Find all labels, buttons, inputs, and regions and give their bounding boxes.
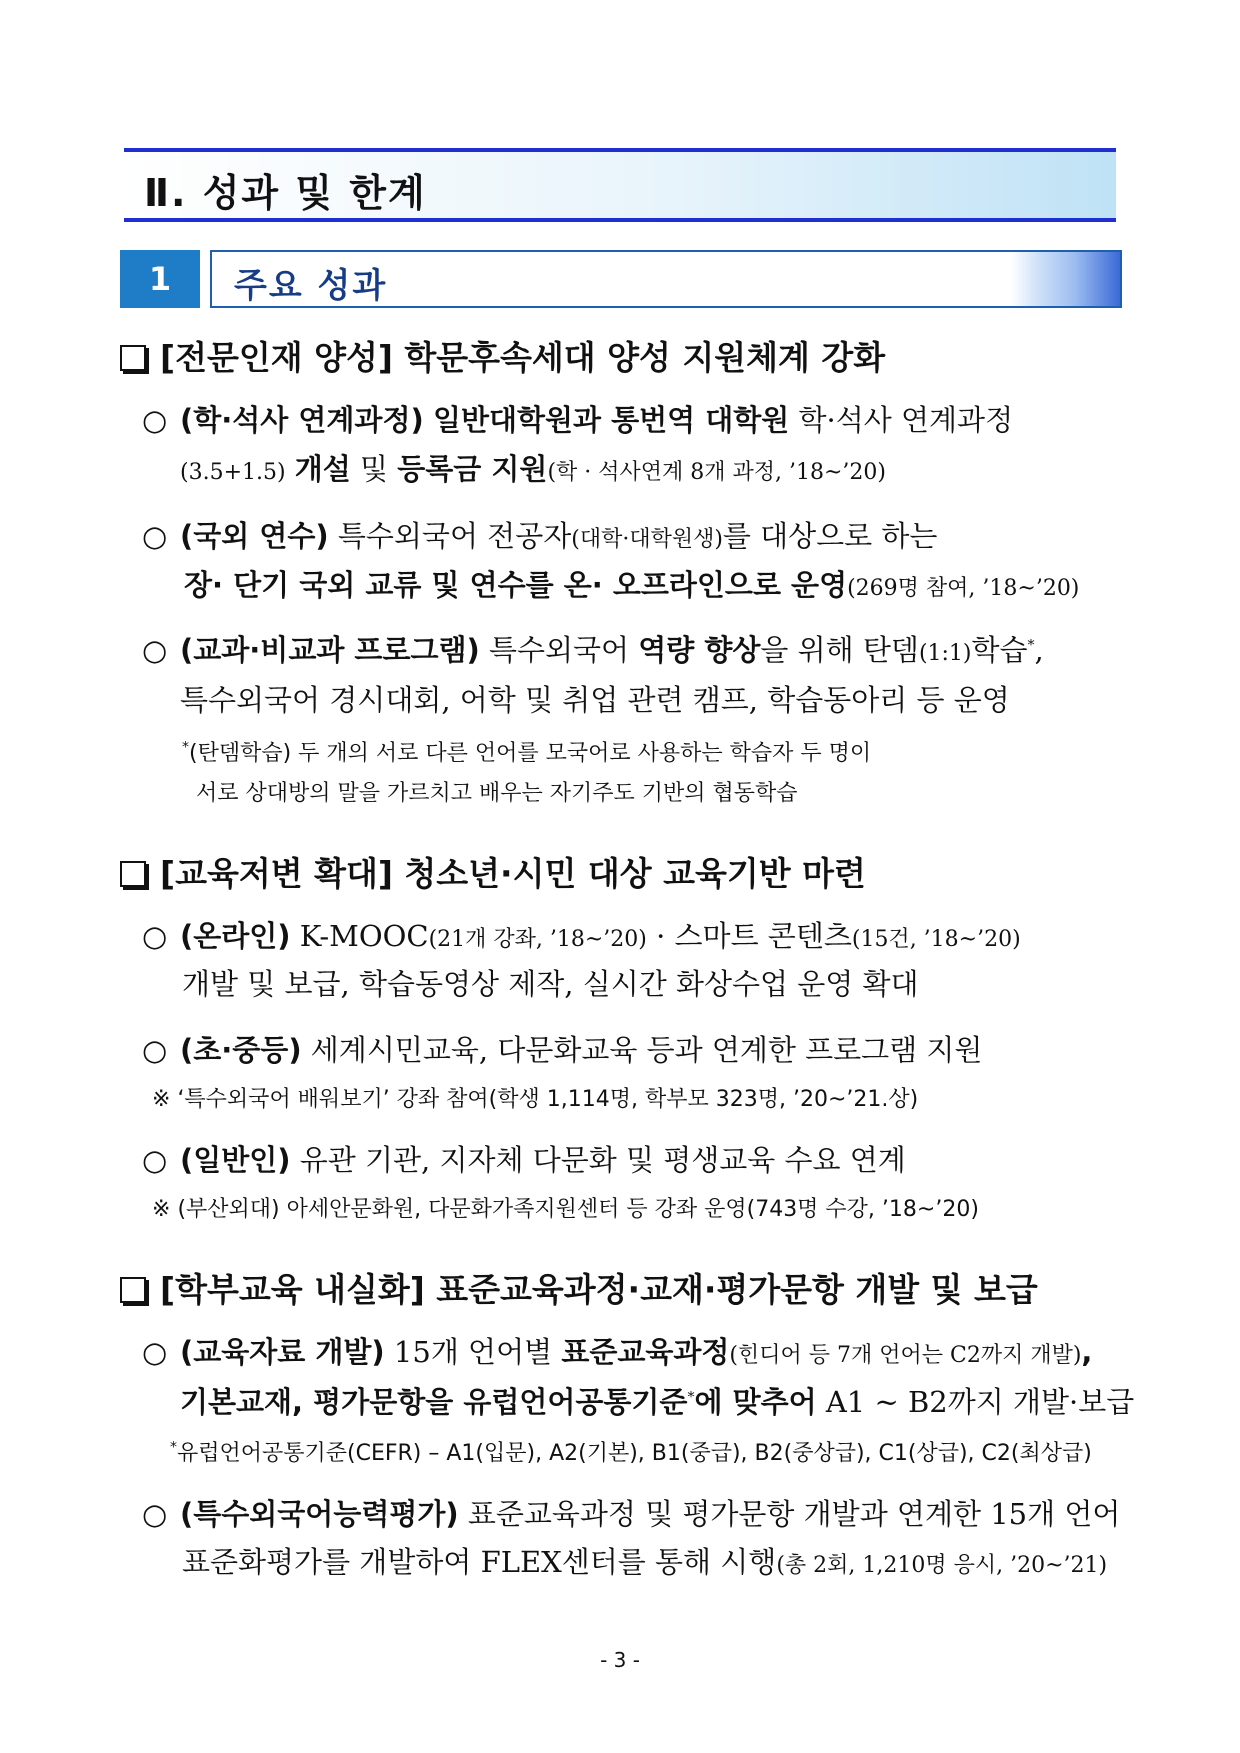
- item-small: (총 2회, 1,210명 응시, ’20~’21): [776, 1553, 1108, 1578]
- checkbox-square-icon: [120, 1277, 146, 1303]
- item-materials-line2: [180, 1385, 1135, 1419]
- item-overseas-line2: [184, 568, 1080, 602]
- bullet-circle-icon: ○: [142, 919, 168, 953]
- item-bold: 장· 단기 국외 교류 및 연수를 온· 오프라인으로 운영: [184, 568, 848, 602]
- item-text: 유관 기관, 지자체 다문화 및 평생교육 수요 연계: [299, 1143, 906, 1177]
- note-text: (탄뎀학습) 두 개의 서로 다른 언어를 모국어로 사용하는 학습자 두 명이: [189, 741, 872, 766]
- item-bold: 역량 향상: [638, 633, 761, 667]
- item-text: 학·석사 연계과정: [798, 403, 1014, 437]
- checkbox-square-icon: [120, 861, 146, 887]
- item-text: A1 ~ B2까지 개발·보급: [825, 1385, 1135, 1419]
- item-ba-ma-line1: [142, 403, 1014, 437]
- item-overseas-line1: [142, 519, 938, 553]
- item-text: 학습: [971, 633, 1028, 667]
- item-label: (국외 연수): [180, 519, 329, 553]
- item-label: (교육자료 개발): [180, 1335, 385, 1369]
- heading-text: [학부교육 내실화] 표준교육과정·교재·평가문항 개발 및 보급: [160, 1270, 1038, 1309]
- footnote-marker: *: [687, 1389, 695, 1406]
- subsection-title-box: [210, 250, 1122, 308]
- page-number: - 3 -: [600, 1648, 640, 1672]
- item-bold: 에 맞추어: [694, 1385, 817, 1419]
- bullet-circle-icon: ○: [142, 1335, 168, 1369]
- item-bold: 등록금 지원: [397, 452, 548, 486]
- item-label: (온라인): [180, 919, 291, 953]
- item-online-line1: [142, 919, 1021, 953]
- footnote-marker: *: [1027, 637, 1035, 654]
- item-text: 을 위해 탄뎀: [760, 633, 919, 667]
- heading-text: [교육저변 확대] 청소년·시민 대상 교육기반 마련: [160, 854, 866, 893]
- item-text: K-MOOC: [299, 919, 429, 953]
- item-materials-line1: [142, 1335, 1093, 1369]
- section-number: Ⅱ.: [144, 171, 188, 215]
- item-school-note: [152, 1082, 918, 1113]
- item-small: (21개 강좌, ’18~’20): [428, 927, 647, 952]
- heading-outreach: [120, 848, 866, 895]
- note-text: ‘특수외국어 배워보기’ 강좌 참여(학생 1,114명, 학부모 323명, ’20~’21.상): [177, 1087, 919, 1112]
- item-small: (1:1): [918, 641, 972, 666]
- item-label: (일반인): [180, 1143, 291, 1177]
- section-header: [124, 148, 1116, 222]
- bullet-circle-icon: ○: [142, 519, 168, 553]
- item-programs-note2: 서로 상대방의 말을 가르치고 배우는 자기주도 기반의 협동학습: [196, 781, 798, 806]
- note-text: 유럽언어공통기준(CEFR) – A1(입문), A2(기본), B1(중급), B2(중상급), C1(상급), C2(최상급): [177, 1441, 1092, 1466]
- item-text: ,: [1034, 633, 1044, 667]
- item-text: 를 대상으로 하는: [722, 519, 938, 553]
- item-small: (3.5+1.5): [180, 460, 286, 485]
- item-flex-line1: [142, 1497, 1121, 1531]
- bullet-circle-icon: ○: [142, 1143, 168, 1177]
- item-text: 표준교육과정 및 평가문항 개발과 연계한 15개 언어: [467, 1497, 1121, 1531]
- bullet-circle-icon: ○: [142, 403, 168, 437]
- item-bold: 표준교육과정: [561, 1335, 730, 1369]
- item-flex-line2: [182, 1545, 1108, 1579]
- item-label: (학·석사 연계과정): [180, 403, 424, 437]
- item-text: 특수외국어 전공자: [337, 519, 572, 553]
- item-general-note: [152, 1192, 979, 1223]
- subsection-title: 주요 성과: [234, 266, 388, 306]
- subsection-number: 1: [120, 250, 200, 308]
- item-small: (15건, ’18~’20): [851, 927, 1021, 952]
- item-programs-note1: [182, 736, 871, 767]
- item-ba-ma-line2: [180, 452, 886, 486]
- item-bold: 기본교재, 평가문항을 유럽언어공통기준: [180, 1385, 688, 1419]
- reference-mark-icon: ※: [152, 1087, 171, 1112]
- item-small: (269명 참여, ’18~’20): [847, 576, 1080, 601]
- section-title: [144, 162, 427, 217]
- reference-mark-icon: ※: [152, 1197, 171, 1222]
- item-small: (학 · 석사연계 8개 과정, ’18~’20): [547, 460, 886, 485]
- item-text: · 스마트 콘텐츠: [646, 919, 852, 953]
- item-text: 및: [360, 452, 389, 486]
- item-text: 표준화평가를 개발하여 FLEX센터를 통해 시행: [182, 1545, 777, 1579]
- item-text: 15개 언어별: [393, 1335, 553, 1369]
- item-label: (교과·비교과 프로그램): [180, 633, 480, 667]
- heading-undergrad: [120, 1264, 1038, 1311]
- section-title-text: 성과 및 한계: [202, 171, 427, 215]
- item-text: 특수외국어: [488, 633, 630, 667]
- item-school-line1: [142, 1033, 983, 1067]
- bullet-circle-icon: ○: [142, 1497, 168, 1531]
- heading-text: [전문인재 양성] 학문후속세대 양성 지원체계 강화: [160, 338, 886, 377]
- footnote-marker: *: [170, 1439, 177, 1456]
- bullet-circle-icon: ○: [142, 633, 168, 667]
- item-label: (초·중등): [180, 1033, 302, 1067]
- checkbox-square-icon: [120, 345, 146, 371]
- bullet-circle-icon: ○: [142, 1033, 168, 1067]
- note-text: (부산외대) 아세안문화원, 다문화가족지원센터 등 강좌 운영(743명 수강, ’18~’20): [177, 1197, 979, 1222]
- item-programs-line1: [142, 633, 1044, 667]
- item-small: (힌디어 등 7개 언어는 C2까지 개발): [729, 1343, 1082, 1368]
- item-materials-note: [170, 1436, 1092, 1467]
- item-bold: 개설: [294, 452, 351, 486]
- item-online-line2: 개발 및 보급, 학습동영상 제작, 실시간 화상수업 운영 확대: [182, 967, 919, 1001]
- item-label: (특수외국어능력평가): [180, 1497, 459, 1531]
- item-bold: 일반대학원과 통번역 대학원: [432, 403, 790, 437]
- item-text: ,: [1081, 1335, 1093, 1369]
- item-general-line1: [142, 1143, 906, 1177]
- footnote-marker: *: [182, 739, 189, 756]
- item-programs-line2: 특수외국어 경시대회, 어학 및 취업 관련 캠프, 학습동아리 등 운영: [180, 683, 1010, 717]
- heading-talent: [120, 332, 885, 379]
- item-small: (대학·대학원생): [571, 527, 723, 552]
- item-text: 세계시민교육, 다문화교육 등과 연계한 프로그램 지원: [310, 1033, 983, 1067]
